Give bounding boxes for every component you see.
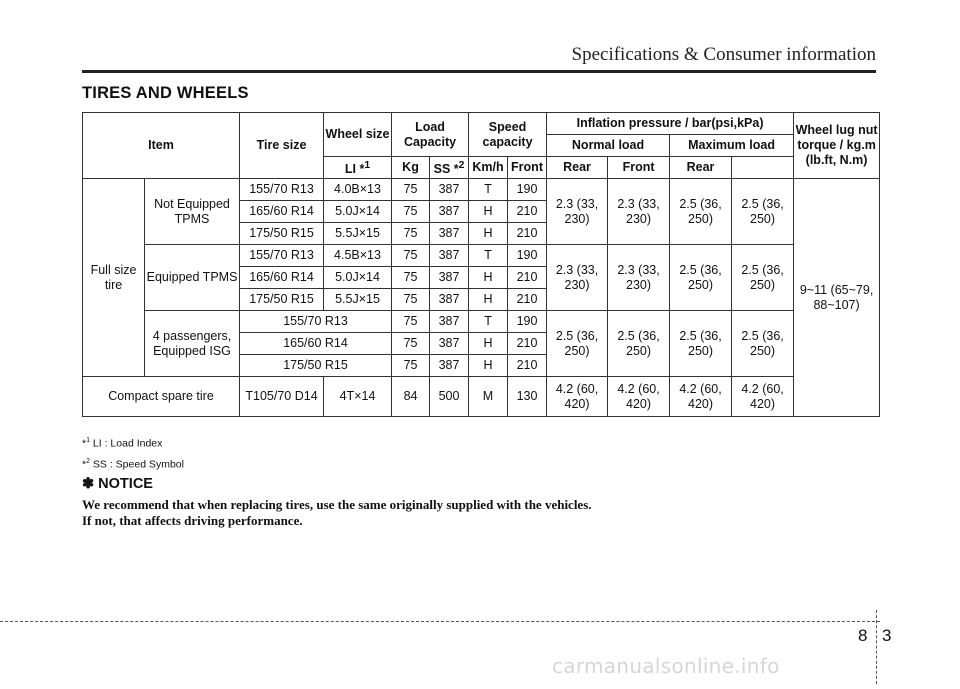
kmh-cell: 190 bbox=[508, 311, 547, 333]
pressure-normal-front: 2.5 (36, 250) bbox=[547, 311, 608, 377]
header-max-front: Front bbox=[608, 157, 670, 179]
ss-cell: H bbox=[469, 333, 508, 355]
li-cell: 75 bbox=[392, 311, 430, 333]
kmh-cell: 190 bbox=[508, 179, 547, 201]
header-tire-size: Tire size bbox=[240, 113, 324, 179]
header-normal-front: Front bbox=[508, 157, 547, 179]
tire-size-cell: 165/60 R14 bbox=[240, 201, 324, 223]
tire-size-cell: 175/50 R15 bbox=[240, 289, 324, 311]
notice-title: ✽ NOTICE bbox=[82, 476, 153, 492]
tire-size-cell: T105/70 D14 bbox=[240, 377, 324, 417]
header-lug-nut-torque: Wheel lug nut torque / kg.m (lb.ft, N.m) bbox=[794, 113, 880, 179]
kg-cell: 387 bbox=[430, 201, 469, 223]
table-row bbox=[83, 245, 880, 267]
li-cell: 84 bbox=[392, 377, 430, 417]
notice-text bbox=[82, 497, 592, 529]
notice-line: We recommend that when replacing tires, use the same originally supplied with the vehicles. bbox=[82, 497, 592, 512]
group-label: Equipped TPMS bbox=[145, 245, 240, 311]
ss-cell: H bbox=[469, 355, 508, 377]
kmh-cell: 210 bbox=[508, 223, 547, 245]
header-maximum-load: Maximum load bbox=[670, 135, 794, 157]
tire-size-cell: 155/70 R13 bbox=[240, 311, 392, 333]
header-rule bbox=[82, 70, 876, 73]
footnotes bbox=[82, 432, 184, 473]
kmh-cell: 210 bbox=[508, 333, 547, 355]
pressure-normal-rear: 4.2 (60, 420) bbox=[608, 377, 670, 417]
pressure-max-rear: 2.5 (36, 250) bbox=[732, 179, 794, 245]
ss-cell: T bbox=[469, 245, 508, 267]
kg-cell: 387 bbox=[430, 179, 469, 201]
li-cell: 75 bbox=[392, 355, 430, 377]
footnote-ss: *$^2$ SS : Speed Symbol bbox=[82, 457, 184, 470]
group-label: 4 passengers, Equipped ISG bbox=[145, 311, 240, 377]
torque-value: 9~11 (65~79, 88~107) bbox=[794, 179, 880, 417]
kg-cell: 387 bbox=[430, 245, 469, 267]
table-row bbox=[83, 311, 880, 333]
ss-cell: T bbox=[469, 311, 508, 333]
li-cell: 75 bbox=[392, 289, 430, 311]
li-cell: 75 bbox=[392, 245, 430, 267]
pressure-normal-front: 4.2 (60, 420) bbox=[547, 377, 608, 417]
page-number: 3 bbox=[882, 626, 892, 645]
section-title: TIRES AND WHEELS bbox=[82, 84, 249, 102]
pressure-max-front: 2.5 (36, 250) bbox=[670, 179, 732, 245]
ss-cell: H bbox=[469, 289, 508, 311]
header-title: Specifications & Consumer information bbox=[571, 44, 876, 65]
pressure-normal-rear: 2.5 (36, 250) bbox=[608, 311, 670, 377]
wheel-size-cell: 5.0J×14 bbox=[324, 267, 392, 289]
tire-size-cell: 165/60 R14 bbox=[240, 267, 324, 289]
page-divider bbox=[876, 610, 877, 684]
kmh-cell: 210 bbox=[508, 289, 547, 311]
bottom-rule bbox=[0, 621, 880, 622]
kmh-cell: 210 bbox=[508, 201, 547, 223]
kg-cell: 387 bbox=[430, 355, 469, 377]
wheel-size-cell: 4.5B×13 bbox=[324, 245, 392, 267]
header-ss: SS *$^2$ bbox=[430, 157, 469, 179]
kmh-cell: 130 bbox=[508, 377, 547, 417]
pressure-max-front: 2.5 (36, 250) bbox=[670, 311, 732, 377]
table-row bbox=[83, 377, 880, 417]
kmh-cell: 190 bbox=[508, 245, 547, 267]
tire-size-cell: 155/70 R13 bbox=[240, 245, 324, 267]
li-cell: 75 bbox=[392, 179, 430, 201]
kg-cell: 387 bbox=[430, 311, 469, 333]
pressure-max-rear: 2.5 (36, 250) bbox=[732, 245, 794, 311]
header-wheel-size: Wheel size bbox=[324, 113, 392, 157]
notice-line: If not, that affects driving performance. bbox=[82, 513, 303, 528]
tire-size-cell: 155/70 R13 bbox=[240, 179, 324, 201]
wheel-size-cell: 4T×14 bbox=[324, 377, 392, 417]
header-max-rear: Rear bbox=[670, 157, 732, 179]
table-row bbox=[83, 179, 880, 201]
wheel-size-cell: 5.5J×15 bbox=[324, 289, 392, 311]
header-inflation-pressure: Inflation pressure / bar(psi,kPa) bbox=[547, 113, 794, 135]
header-kg: Kg bbox=[392, 157, 430, 179]
pressure-normal-front: 2.3 (33, 230) bbox=[547, 179, 608, 245]
watermark: carmanualsonline.info bbox=[552, 654, 780, 678]
kg-cell: 387 bbox=[430, 267, 469, 289]
pressure-max-rear: 4.2 (60, 420) bbox=[732, 377, 794, 417]
pressure-max-front: 2.5 (36, 250) bbox=[670, 245, 732, 311]
wheel-size-cell: 5.0J×14 bbox=[324, 201, 392, 223]
pressure-normal-front: 2.3 (33, 230) bbox=[547, 245, 608, 311]
kg-cell: 387 bbox=[430, 289, 469, 311]
li-cell: 75 bbox=[392, 223, 430, 245]
spare-label: Compact spare tire bbox=[83, 377, 240, 417]
wheel-size-cell: 4.0B×13 bbox=[324, 179, 392, 201]
header-item: Item bbox=[83, 113, 240, 179]
header-li: LI *$^1$ bbox=[324, 157, 392, 179]
header-kmh: Km/h bbox=[469, 157, 508, 179]
kmh-cell: 210 bbox=[508, 267, 547, 289]
kg-cell: 387 bbox=[430, 223, 469, 245]
kg-cell: 387 bbox=[430, 333, 469, 355]
ss-cell: M bbox=[469, 377, 508, 417]
header-load-capacity: Load Capacity bbox=[392, 113, 469, 157]
pressure-max-front: 4.2 (60, 420) bbox=[670, 377, 732, 417]
header-normal-load: Normal load bbox=[547, 135, 670, 157]
ss-cell: H bbox=[469, 201, 508, 223]
ss-cell: H bbox=[469, 223, 508, 245]
tires-wheels-table bbox=[82, 112, 880, 417]
footnote-li: *$^1$ LI : Load Index bbox=[82, 437, 163, 450]
ss-cell: T bbox=[469, 179, 508, 201]
tire-size-cell: 175/50 R15 bbox=[240, 223, 324, 245]
pressure-max-rear: 2.5 (36, 250) bbox=[732, 311, 794, 377]
tire-size-cell: 175/50 R15 bbox=[240, 355, 392, 377]
kmh-cell: 210 bbox=[508, 355, 547, 377]
chapter-number: 8 bbox=[858, 626, 868, 645]
group-label: Not Equipped TPMS bbox=[145, 179, 240, 245]
full-size-label: Full size tire bbox=[83, 179, 145, 377]
kg-cell: 500 bbox=[430, 377, 469, 417]
li-cell: 75 bbox=[392, 201, 430, 223]
li-cell: 75 bbox=[392, 333, 430, 355]
header-speed-capacity: Speed capacity bbox=[469, 113, 547, 157]
tire-size-cell: 165/60 R14 bbox=[240, 333, 392, 355]
pressure-normal-rear: 2.3 (33, 230) bbox=[608, 245, 670, 311]
ss-cell: H bbox=[469, 267, 508, 289]
header-normal-rear: Rear bbox=[547, 157, 608, 179]
pressure-normal-rear: 2.3 (33, 230) bbox=[608, 179, 670, 245]
wheel-size-cell: 5.5J×15 bbox=[324, 223, 392, 245]
li-cell: 75 bbox=[392, 267, 430, 289]
